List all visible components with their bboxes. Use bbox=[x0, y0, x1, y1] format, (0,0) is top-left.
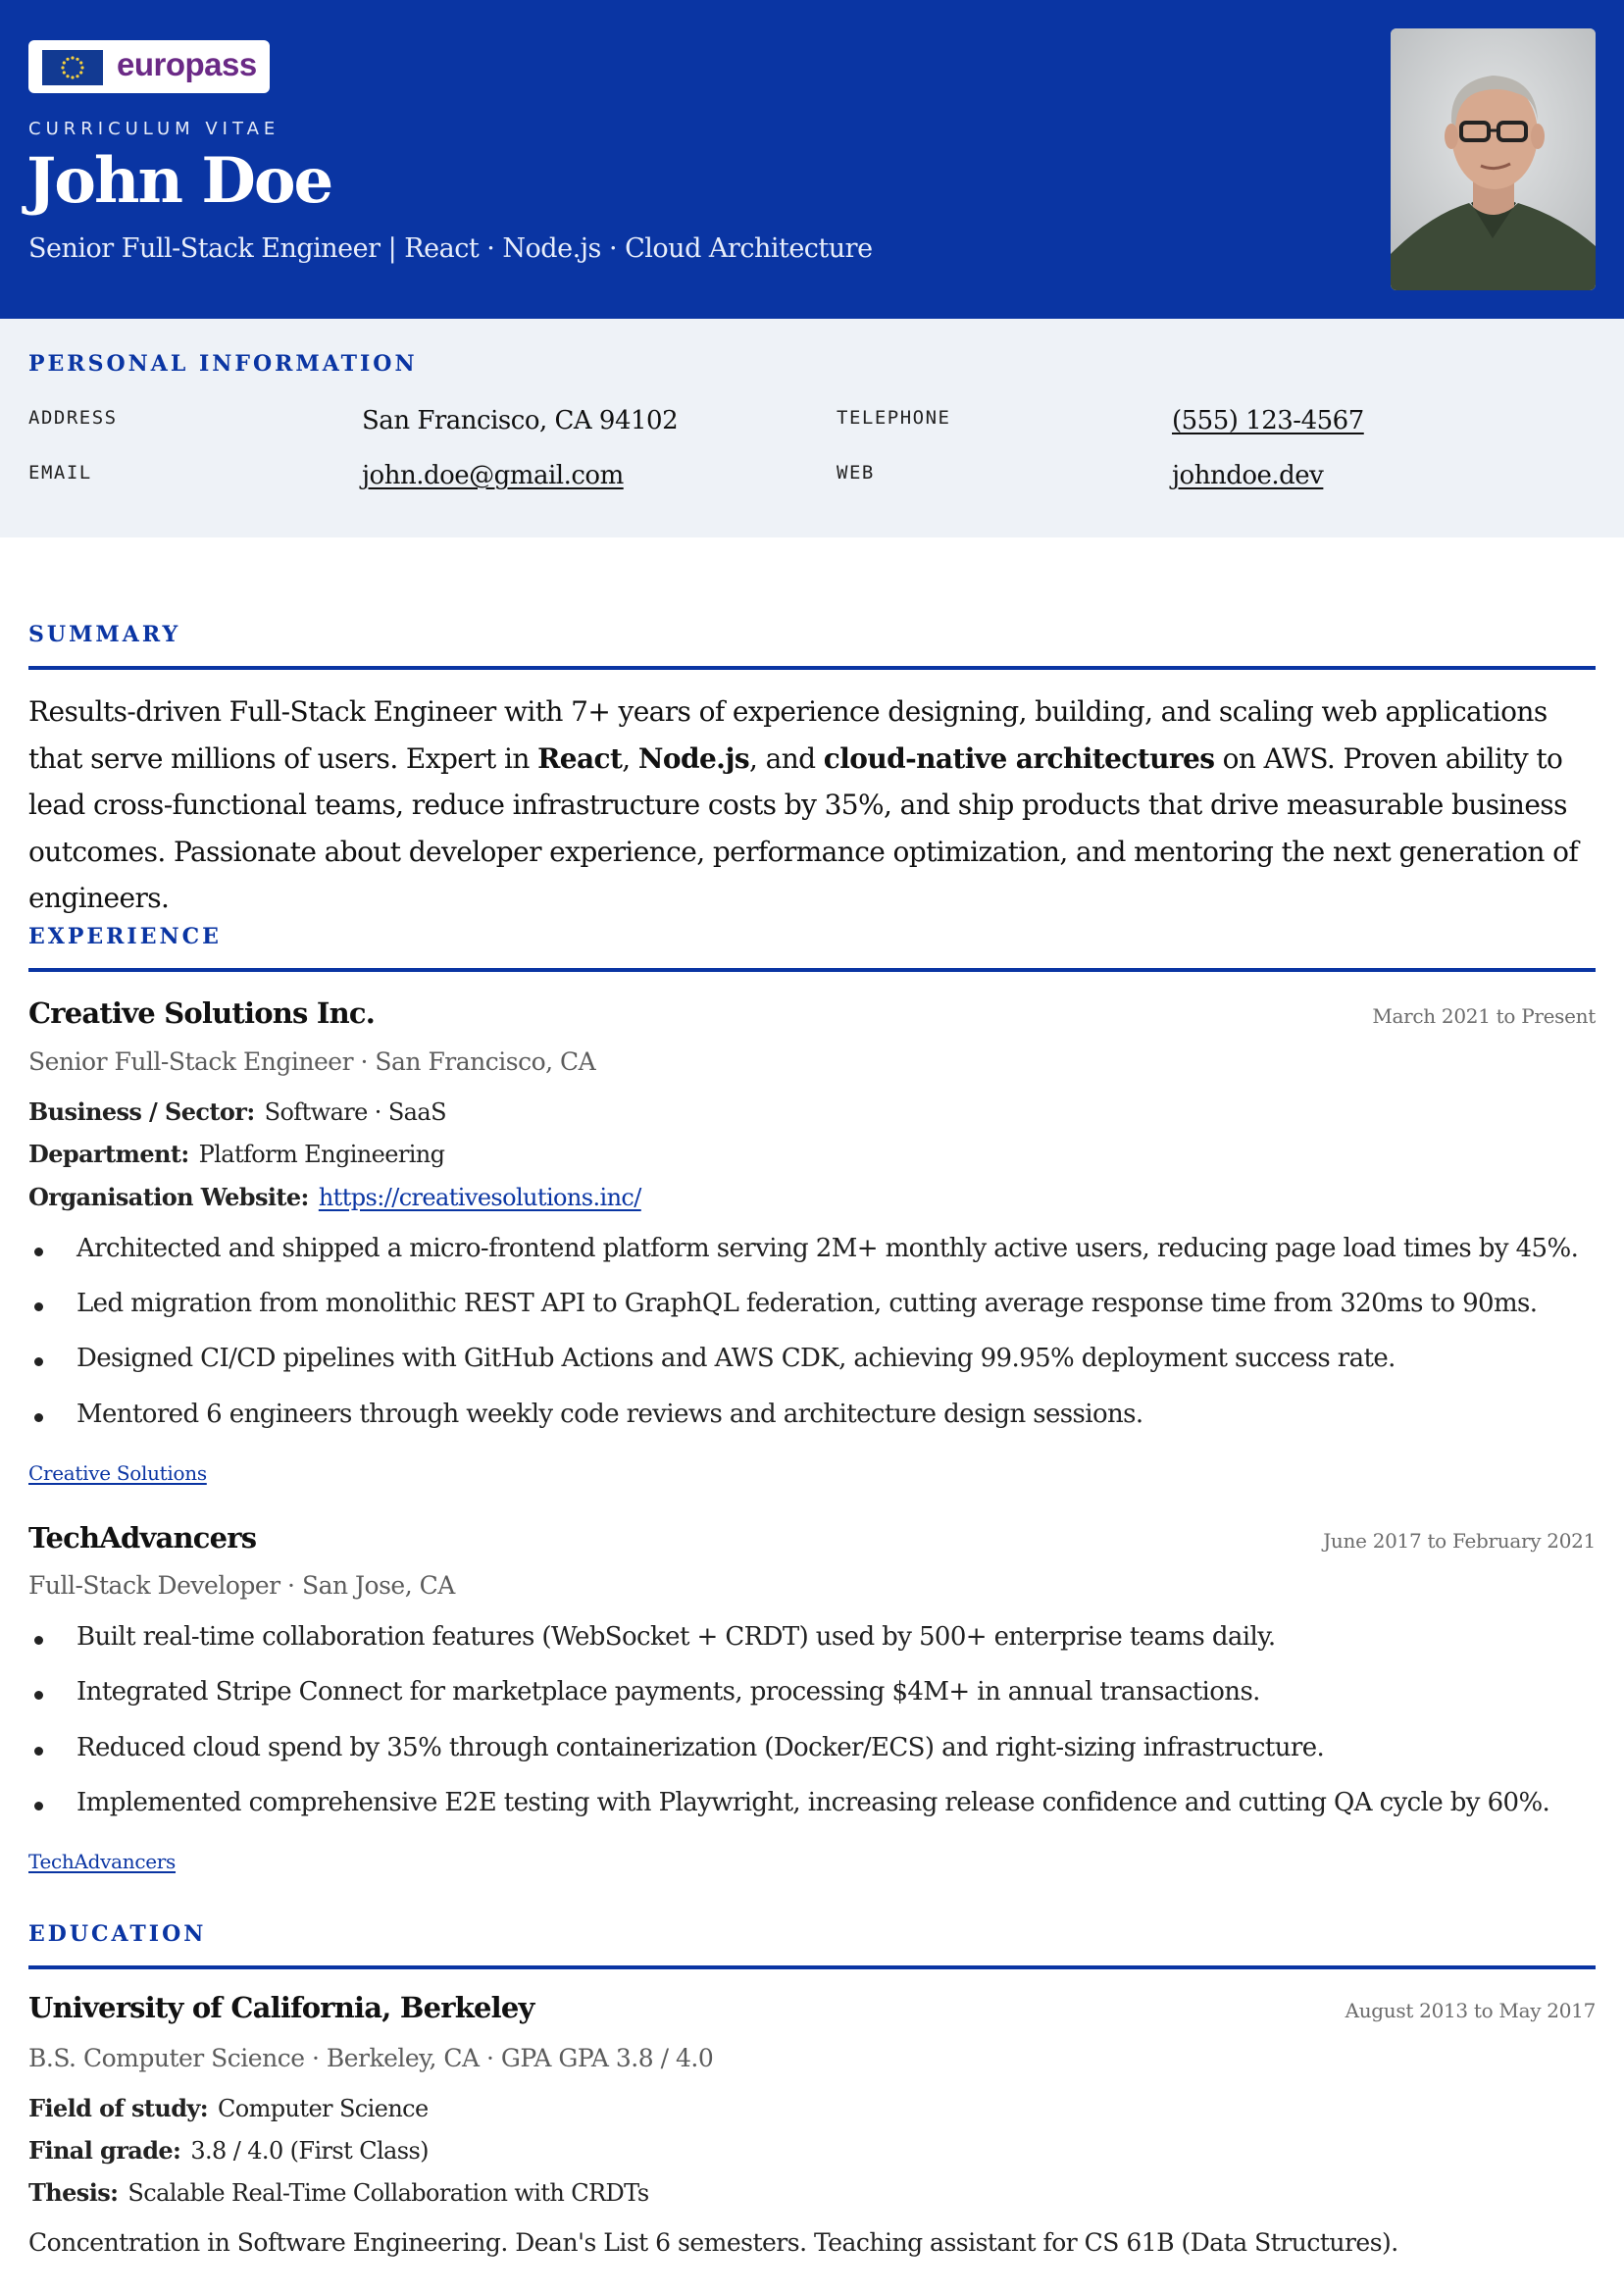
sector-value: Software · SaaS bbox=[264, 1098, 446, 1126]
job-website bbox=[28, 1183, 641, 1211]
education-divider bbox=[28, 1965, 1596, 1969]
website-label: Organisation Website: bbox=[28, 1183, 309, 1211]
job-dates: March 2021 to Present bbox=[1372, 1004, 1596, 1028]
bullet-dot-icon bbox=[34, 1248, 43, 1256]
summary-text-part: , bbox=[622, 741, 638, 775]
eu-flag-icon bbox=[42, 50, 103, 85]
summary-text-part: on AWS. Proven ability to lead cross-functional teams, reduce infrastructure costs by 35%, and ship products that drive measurable business outcomes. Passionate about developer experience, performance optimization, and mentoring the next generation of engineers. bbox=[28, 741, 1579, 914]
personal-information-title: PERSONAL INFORMATION bbox=[28, 351, 418, 377]
job-sector bbox=[28, 1097, 446, 1126]
education-institution: University of California, Berkeley bbox=[28, 1991, 534, 2024]
telephone-label: TELEPHONE bbox=[837, 407, 951, 429]
bullet-text: Built real-time collaboration features (WebSocket + CRDT) used by 500+ enterprise teams daily. bbox=[76, 1622, 1276, 1652]
summary-text-part: Results-driven Full-Stack Engineer with 7+ years of experience designing, building, and scaling web applications that serve millions of users. Expert in bbox=[28, 695, 1548, 775]
grade-value: 3.8 / 4.0 (First Class) bbox=[190, 2137, 429, 2165]
summary-highlight-cloud: cloud-native architectures bbox=[823, 741, 1215, 775]
bullet-text: Integrated Stripe Connect for marketplace payments, processing $4M+ in annual transactions. bbox=[76, 1677, 1260, 1707]
bullet-text: Designed CI/CD pipelines with GitHub Actions and AWS CDK, achieving 99.95% deployment success rate. bbox=[76, 1344, 1396, 1373]
candidate-name: John Doe bbox=[26, 144, 332, 218]
field-value: Computer Science bbox=[218, 2095, 429, 2122]
bullet-text: Reduced cloud spend by 35% through containerization (Docker/ECS) and right-sizing infrastructure. bbox=[76, 1733, 1325, 1762]
summary-text-part: , and bbox=[749, 741, 824, 775]
candidate-tagline: Senior Full-Stack Engineer | React · Node.js · Cloud Architecture bbox=[28, 233, 873, 264]
summary-divider bbox=[28, 666, 1596, 670]
bullet-text: Implemented comprehensive E2E testing with Playwright, increasing release confidence and cutting QA cycle by 60%. bbox=[76, 1788, 1550, 1817]
bullet-dot-icon bbox=[34, 1357, 43, 1366]
summary-text bbox=[28, 688, 1596, 922]
summary-highlight-node: Node.js bbox=[637, 741, 750, 775]
department-value: Platform Engineering bbox=[198, 1141, 445, 1168]
job-role: Senior Full-Stack Engineer · San Francisco, CA bbox=[28, 1047, 596, 1076]
bullet-text: Architected and shipped a micro-frontend platform serving 2M+ monthly active users, reducing page load times by 45%. bbox=[76, 1234, 1579, 1263]
personal-information-section bbox=[0, 319, 1624, 537]
field-label: Field of study: bbox=[28, 2094, 209, 2122]
thesis-label: Thesis: bbox=[28, 2178, 119, 2207]
experience-divider bbox=[28, 968, 1596, 972]
summary-highlight-react: React bbox=[537, 741, 623, 775]
sector-label: Business / Sector: bbox=[28, 1097, 255, 1126]
company-link-creative-solutions[interactable]: Creative Solutions bbox=[28, 1461, 207, 1485]
education-title: EDUCATION bbox=[28, 1921, 207, 1947]
profile-photo bbox=[1391, 28, 1596, 290]
europass-logo-text: europass bbox=[117, 46, 257, 82]
job-department bbox=[28, 1140, 444, 1168]
education-grade bbox=[28, 2136, 429, 2165]
education-dates: August 2013 to May 2017 bbox=[1345, 1999, 1596, 2022]
summary-title: SUMMARY bbox=[28, 622, 181, 647]
europass-logo[interactable] bbox=[28, 40, 270, 93]
web-link[interactable]: johndoe.dev bbox=[1172, 461, 1324, 490]
grade-label: Final grade: bbox=[28, 2136, 181, 2165]
bullet-dot-icon bbox=[34, 1302, 43, 1311]
education-degree: B.S. Computer Science · Berkeley, CA · GPA GPA 3.8 / 4.0 bbox=[28, 2044, 714, 2072]
job-org-creative-solutions: Creative Solutions Inc. bbox=[28, 996, 376, 1030]
thesis-value: Scalable Real-Time Collaboration with CRDTs bbox=[127, 2179, 649, 2207]
bullet-dot-icon bbox=[34, 1747, 43, 1756]
web-label: WEB bbox=[837, 462, 875, 484]
education-note: Concentration in Software Engineering. Dean's List 6 semesters. Teaching assistant for CS 61B (Data Structures). bbox=[28, 2228, 1398, 2257]
bullet-dot-icon bbox=[34, 1413, 43, 1422]
experience-title: EXPERIENCE bbox=[28, 924, 222, 949]
cv-label: CURRICULUM VITAE bbox=[28, 119, 280, 139]
education-field bbox=[28, 2094, 429, 2122]
address-value: San Francisco, CA 94102 bbox=[362, 406, 679, 435]
job-org-techadvancers: TechAdvancers bbox=[28, 1521, 257, 1555]
bullet-text: Mentored 6 engineers through weekly code reviews and architecture design sessions. bbox=[76, 1400, 1143, 1429]
bullet-dot-icon bbox=[34, 1691, 43, 1700]
email-link[interactable]: john.doe@gmail.com bbox=[362, 461, 624, 490]
telephone-link[interactable]: (555) 123-4567 bbox=[1172, 406, 1364, 435]
bullet-dot-icon bbox=[34, 1802, 43, 1810]
email-label: EMAIL bbox=[28, 462, 92, 484]
education-thesis bbox=[28, 2178, 649, 2207]
bullet-text: Led migration from monolithic REST API to GraphQL federation, cutting average response time from 320ms to 90ms. bbox=[76, 1289, 1538, 1318]
organisation-website-link[interactable]: https://creativesolutions.inc/ bbox=[318, 1184, 641, 1211]
bullet-dot-icon bbox=[34, 1636, 43, 1645]
department-label: Department: bbox=[28, 1140, 189, 1168]
cv-header bbox=[0, 0, 1624, 319]
job-role: Full-Stack Developer · San Jose, CA bbox=[28, 1571, 455, 1600]
address-label: ADDRESS bbox=[28, 407, 118, 429]
company-link-techadvancers[interactable]: TechAdvancers bbox=[28, 1850, 177, 1873]
job-dates: June 2017 to February 2021 bbox=[1323, 1529, 1596, 1553]
